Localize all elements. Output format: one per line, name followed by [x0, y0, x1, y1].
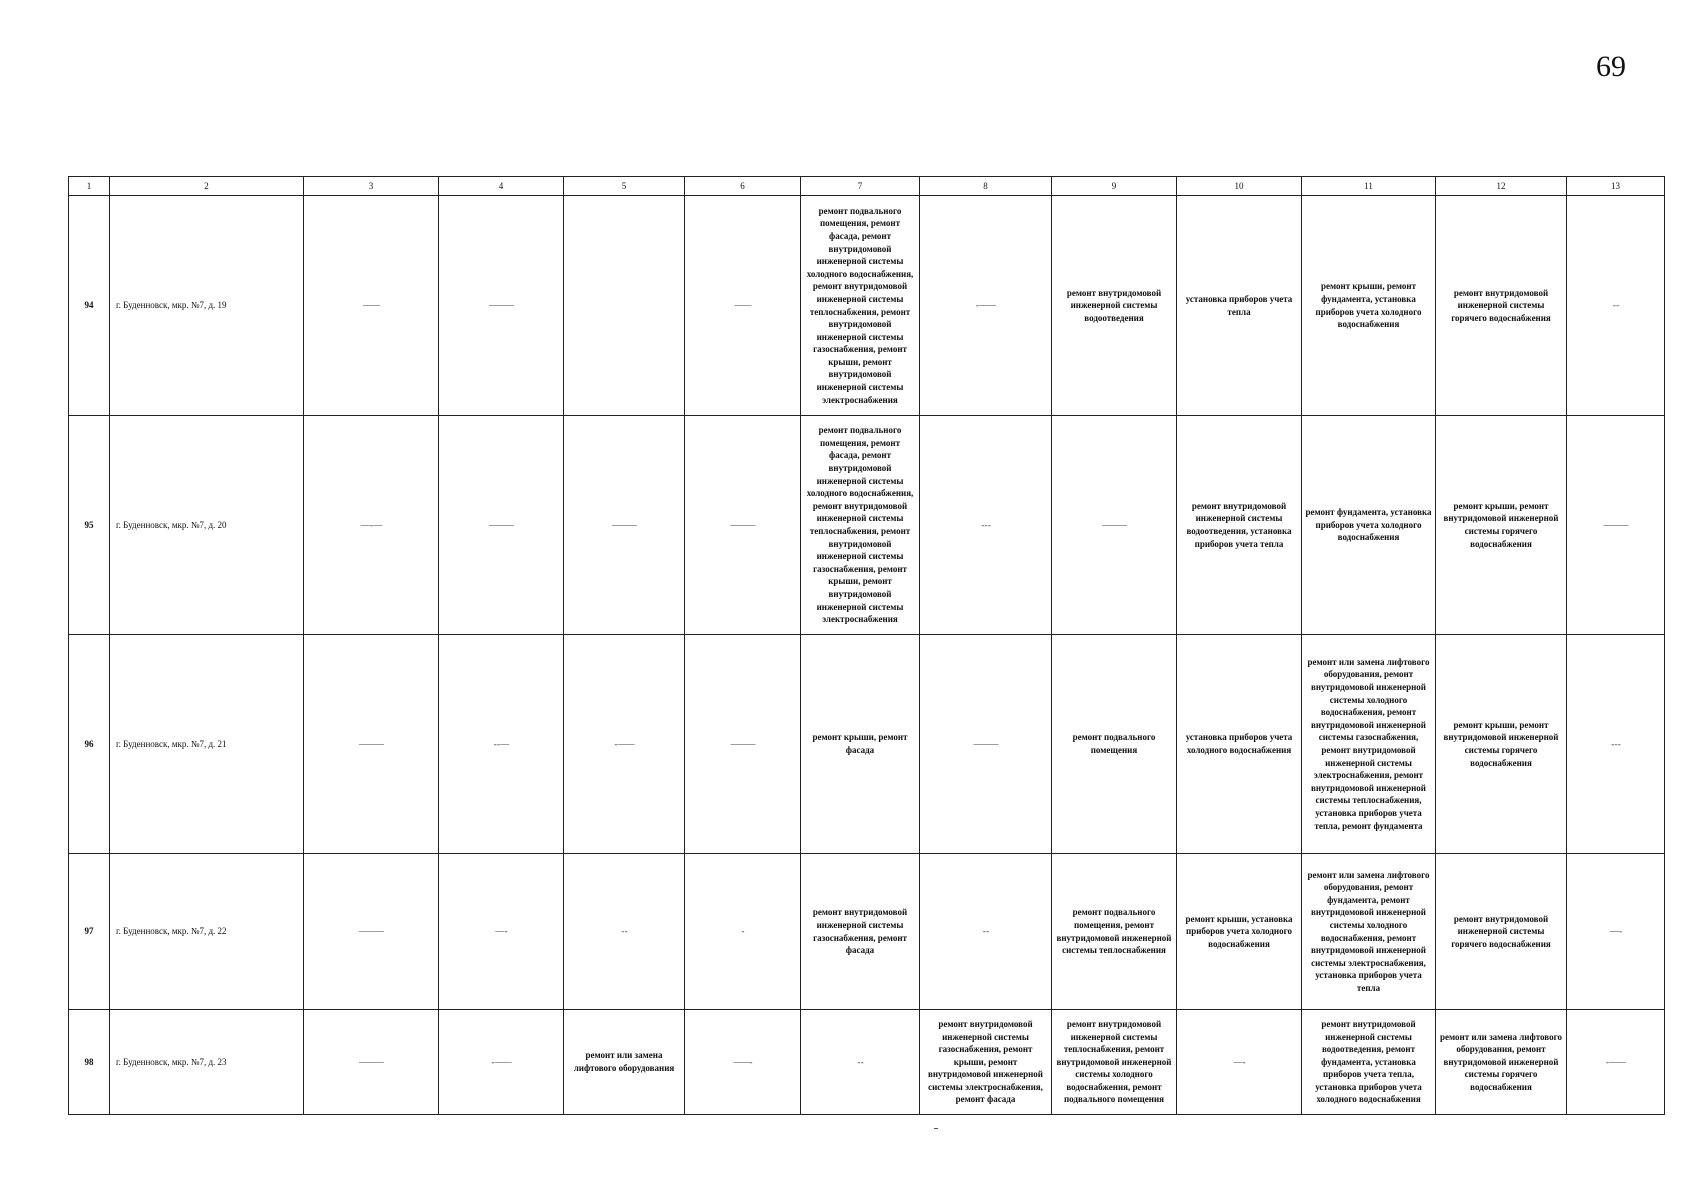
table-cell [439, 416, 564, 635]
dash-mark: - - — [493, 738, 509, 749]
table-cell: ремонт крыши, ремонт фундамента, установка приборов учета холодного водоснабжения [1302, 196, 1436, 416]
table-cell: ремонт внутридомовой инженерной системы газоснабжения, ремонт крыши, ремонт внутридомовой инженерной системы электроснабжения, ремонт фасада [920, 1010, 1052, 1115]
dash-mark: ——— [359, 1056, 383, 1067]
dash-mark: —— [734, 300, 751, 311]
table-cell: ремонт внутридомовой инженерной системы горячего водоснабжения [1436, 854, 1567, 1010]
row-number: 98 [69, 1010, 110, 1115]
table-cell [439, 196, 564, 416]
address-cell: г. Буденновск, мкр. №7, д. 19 [110, 196, 304, 416]
dash-mark: — - [495, 926, 507, 937]
table-cell: ремонт внутридомовой инженерной системы водоотведения, установка приборов учета тепла [1177, 416, 1302, 635]
table-cell [685, 1010, 801, 1115]
column-number-row [69, 177, 1665, 196]
table-cell [1567, 854, 1665, 1010]
table-cell: ремонт внутридомовой инженерной системы теплоснабжения, ремонт внутридомовой инженерной системы холодного водоснабжения, ремонт подвального помещения [1052, 1010, 1177, 1115]
table-cell [439, 635, 564, 854]
column-number: 2 [110, 177, 304, 196]
table-cell: ремонт крыши, ремонт фасада [801, 635, 920, 854]
address-cell: г. Буденновск, мкр. №7, д. 21 [110, 635, 304, 854]
dash-mark: ——— [730, 519, 755, 530]
address-cell: г. Буденновск, мкр. №7, д. 22 [110, 854, 304, 1010]
column-number: 5 [564, 177, 685, 196]
page-number: 69 [1596, 50, 1626, 83]
table-cell: установка приборов учета тепла [1177, 196, 1302, 416]
table-cell [564, 196, 685, 416]
table-cell [304, 1010, 439, 1115]
table-cell: установка приборов учета холодного водоснабжения [1177, 635, 1302, 854]
dash-mark: ——- [733, 1056, 752, 1067]
address-cell: г. Буденновск, мкр. №7, д. 20 [110, 416, 304, 635]
repair-schedule-table [68, 176, 1665, 1115]
table-cell [685, 196, 801, 416]
table-cell: ремонт крыши, ремонт внутридомовой инженерной системы горячего водоснабжения [1436, 635, 1567, 854]
column-number: 9 [1052, 177, 1177, 196]
table-cell [304, 416, 439, 635]
row-number: 95 [69, 416, 110, 635]
dash-mark: - [741, 926, 744, 937]
table-cell [1567, 196, 1665, 416]
table-cell: ремонт внутридомовой инженерной системы горячего водоснабжения [1436, 196, 1567, 416]
table-cell [685, 635, 801, 854]
table-cell: ремонт внутридомовой инженерной системы водоотведения [1052, 196, 1177, 416]
dash-mark: ——— [730, 738, 755, 749]
table-cell [564, 635, 685, 854]
dash-mark: — - [1233, 1056, 1245, 1067]
table-cell: ремонт подвального помещения, ремонт фасада, ремонт внутридомовой инженерной системы холодного водоснабжения, ремонт внутридомовой инженерной системы теплоснабжения, ремонт внутридомовой инженерной системы газоснабжения, ремонт крыши, ремонт внутридомовой инженерной системы электроснабжения [801, 416, 920, 635]
scan-mark [934, 1128, 938, 1129]
column-number: 6 [685, 177, 801, 196]
dash-mark: - —— [491, 1056, 511, 1067]
table-row [69, 196, 1665, 416]
table-cell [1052, 416, 1177, 635]
dash-mark: - - [857, 1056, 863, 1067]
row-number: 97 [69, 854, 110, 1010]
table-cell [439, 854, 564, 1010]
table-cell: ремонт фундамента, установка приборов учета холодного водоснабжения [1302, 416, 1436, 635]
table-cell [920, 635, 1052, 854]
dash-mark: ——— [489, 300, 513, 311]
table-cell [1567, 635, 1665, 854]
address-cell: г. Буденновск, мкр. №7, д. 23 [110, 1010, 304, 1115]
column-number: 10 [1177, 177, 1302, 196]
table-cell [685, 854, 801, 1010]
table-cell: ремонт внутридомовой инженерной системы газоснабжения, ремонт фасада [801, 854, 920, 1010]
table-cell [1177, 1010, 1302, 1115]
table-cell: ремонт подвального помещения [1052, 635, 1177, 854]
column-number: 11 [1302, 177, 1436, 196]
table-cell [1567, 416, 1665, 635]
dash-mark: - - [982, 926, 989, 937]
column-number: 13 [1567, 177, 1665, 196]
table-cell: ремонт или замена лифтового оборудования, ремонт фундамента, ремонт внутридомовой инженерной системы холодного водоснабжения, ремонт внутридомовой инженерной системы электроснабжения, установка приборов учета тепла [1302, 854, 1436, 1010]
table-cell: ремонт или замена лифтового оборудования [564, 1010, 685, 1115]
table-cell [685, 416, 801, 635]
column-number: 12 [1436, 177, 1567, 196]
dash-mark: —— [363, 300, 379, 311]
dash-mark: - —— [614, 738, 634, 749]
dash-mark: - - [621, 926, 627, 937]
table-row [69, 1010, 1665, 1115]
row-number: 94 [69, 196, 110, 416]
table-cell: ремонт или замена лифтового оборудования, ремонт внутридомовой инженерной системы холодного водоснабжения, ремонт внутридомовой инженерной системы газоснабжения, ремонт внутридомовой инженерной системы электроснабжения, ремонт внутридомовой инженерной системы теплоснабжения, установка приборов учета тепла, ремонт фундамента [1302, 635, 1436, 854]
table-cell [304, 196, 439, 416]
table-cell [920, 416, 1052, 635]
dash-mark: ——— [1102, 519, 1126, 530]
table-cell: ремонт подвального помещения, ремонт внутридомовой инженерной системы теплоснабжения [1052, 854, 1177, 1010]
table-cell: ремонт крыши, установка приборов учета холодного водоснабжения [1177, 854, 1302, 1010]
table-cell [564, 416, 685, 635]
dash-mark: - - [1612, 300, 1619, 311]
table-row [69, 635, 1665, 854]
table-cell [920, 854, 1052, 1010]
table-cell: ремонт внутридомовой инженерной системы водоотведения, ремонт фундамента, установка приборов учета тепла, установка приборов учета холодного водоснабжения [1302, 1010, 1436, 1115]
table-row [69, 854, 1665, 1010]
dash-mark: ——— [359, 926, 383, 937]
dash-mark: - - - [1611, 738, 1620, 749]
column-number: 7 [801, 177, 920, 196]
column-number: 4 [439, 177, 564, 196]
table-cell [564, 854, 685, 1010]
row-number: 96 [69, 635, 110, 854]
dash-mark: - —— [975, 300, 996, 311]
table-cell [439, 1010, 564, 1115]
table-cell [1567, 1010, 1665, 1115]
column-number: 1 [69, 177, 110, 196]
dash-mark: ——— [359, 738, 383, 749]
dash-mark: ——— [973, 738, 998, 749]
column-number: 3 [304, 177, 439, 196]
dash-mark: ——— [612, 519, 636, 530]
table-row [69, 416, 1665, 635]
dash-mark: ——— [489, 519, 513, 530]
dash-mark: — - [1609, 926, 1622, 937]
dash-mark: - —— [1605, 1056, 1626, 1067]
dash-mark: — - — [360, 519, 382, 530]
dash-mark: ——— [1603, 519, 1628, 530]
column-number: 8 [920, 177, 1052, 196]
table-cell [304, 854, 439, 1010]
dash-mark: - - - [981, 519, 990, 530]
table-cell [920, 196, 1052, 416]
table-cell: ремонт или замена лифтового оборудования, ремонт внутридомовой инженерной системы горячего водоснабжения [1436, 1010, 1567, 1115]
table-cell [801, 1010, 920, 1115]
table-cell: ремонт подвального помещения, ремонт фасада, ремонт внутридомовой инженерной системы холодного водоснабжения, ремонт внутридомовой инженерной системы теплоснабжения, ремонт внутридомовой инженерной системы газоснабжения, ремонт крыши, ремонт внутридомовой инженерной системы электроснабжения [801, 196, 920, 416]
table-cell [304, 635, 439, 854]
table-cell: ремонт крыши, ремонт внутридомовой инженерной системы горячего водоснабжения [1436, 416, 1567, 635]
